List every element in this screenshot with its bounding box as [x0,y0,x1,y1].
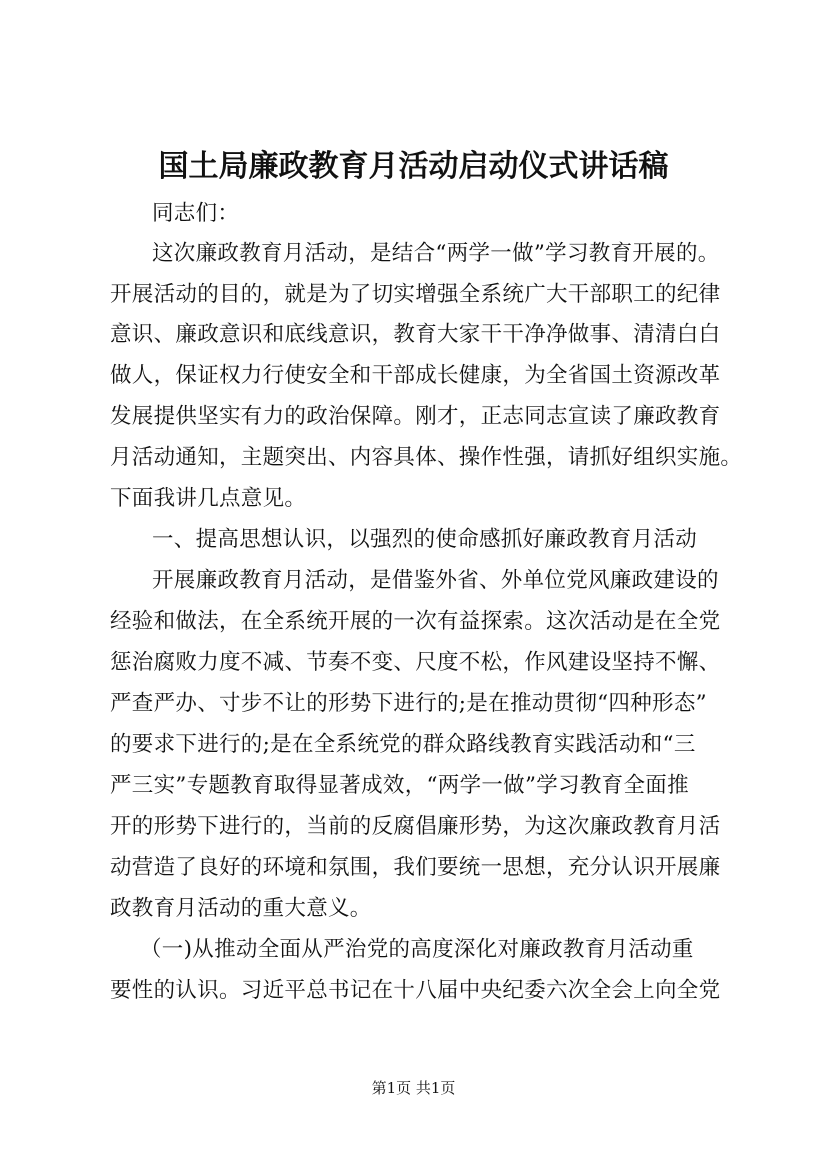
paragraph-line: 这次廉政教育月活动，是结合“两学一做”学习教育开展的。 [152,241,720,266]
paragraph-line: 开展廉政教育月活动，是借鉴外省、外单位党风廉政建设的 [152,568,719,593]
paragraph-line: 惩治腐败力度不减、节奏不变、尺度不松，作风建设坚持不懈、 [110,650,721,675]
paragraph-line: 严三实”专题教育取得显著成效，“两学一做”学习教育全面推 [110,773,689,798]
paragraph-line: 政教育月活动的重大意义。 [110,896,372,921]
paragraph-line: 经验和做法，在全系统开展的一次有益探索。这次活动是在全党 [110,609,721,634]
paragraph-line: 月活动通知，主题突出、内容具体、操作性强，请抓好组织实施。 [110,445,743,470]
paragraph-line: 开展活动的目的，就是为了切实增强全系统广大干部职工的纪律 [110,282,721,307]
paragraph-line: 开的形势下进行的，当前的反腐倡廉形势，为这次廉政教育月活 [110,814,721,839]
paragraph-line: 要性的认识。习近平总书记在十八届中央纪委六次全会上向全党 [110,978,721,1003]
paragraph-line: 发展提供坚实有力的政治保障。刚才，正志同志宣读了廉政教育 [110,404,721,429]
paragraph-line: 做人，保证权力行使安全和干部成长健康，为全省国土资源改革 [110,363,721,388]
paragraph-line: 动营造了良好的环境和氛围，我们要统一思想，充分认识开展廉 [110,855,721,880]
paragraph-line: 的要求下进行的;是在全系统党的群众路线教育实践活动和“三 [110,732,696,757]
paragraph-line: 严查严办、寸步不让的形势下进行的;是在推动贯彻“四种形态” [110,691,707,716]
document-title: 国土局廉政教育月活动启动仪式讲话稿 [158,149,669,184]
subsection-heading: （一)从推动全面从严治党的高度深化对廉政教育月活动重 [140,937,694,962]
salutation: 同志们： [152,201,240,226]
section-heading: 一、提高思想认识，以强烈的使命感抓好廉政教育月活动 [152,527,698,552]
paragraph-line: 下面我讲几点意见。 [110,486,307,511]
page-number-footer: 第1页 共1页 [371,1079,456,1097]
paragraph-line: 意识、廉政意识和底线意识，教育大家干干净净做事、清清白白 [110,322,721,347]
